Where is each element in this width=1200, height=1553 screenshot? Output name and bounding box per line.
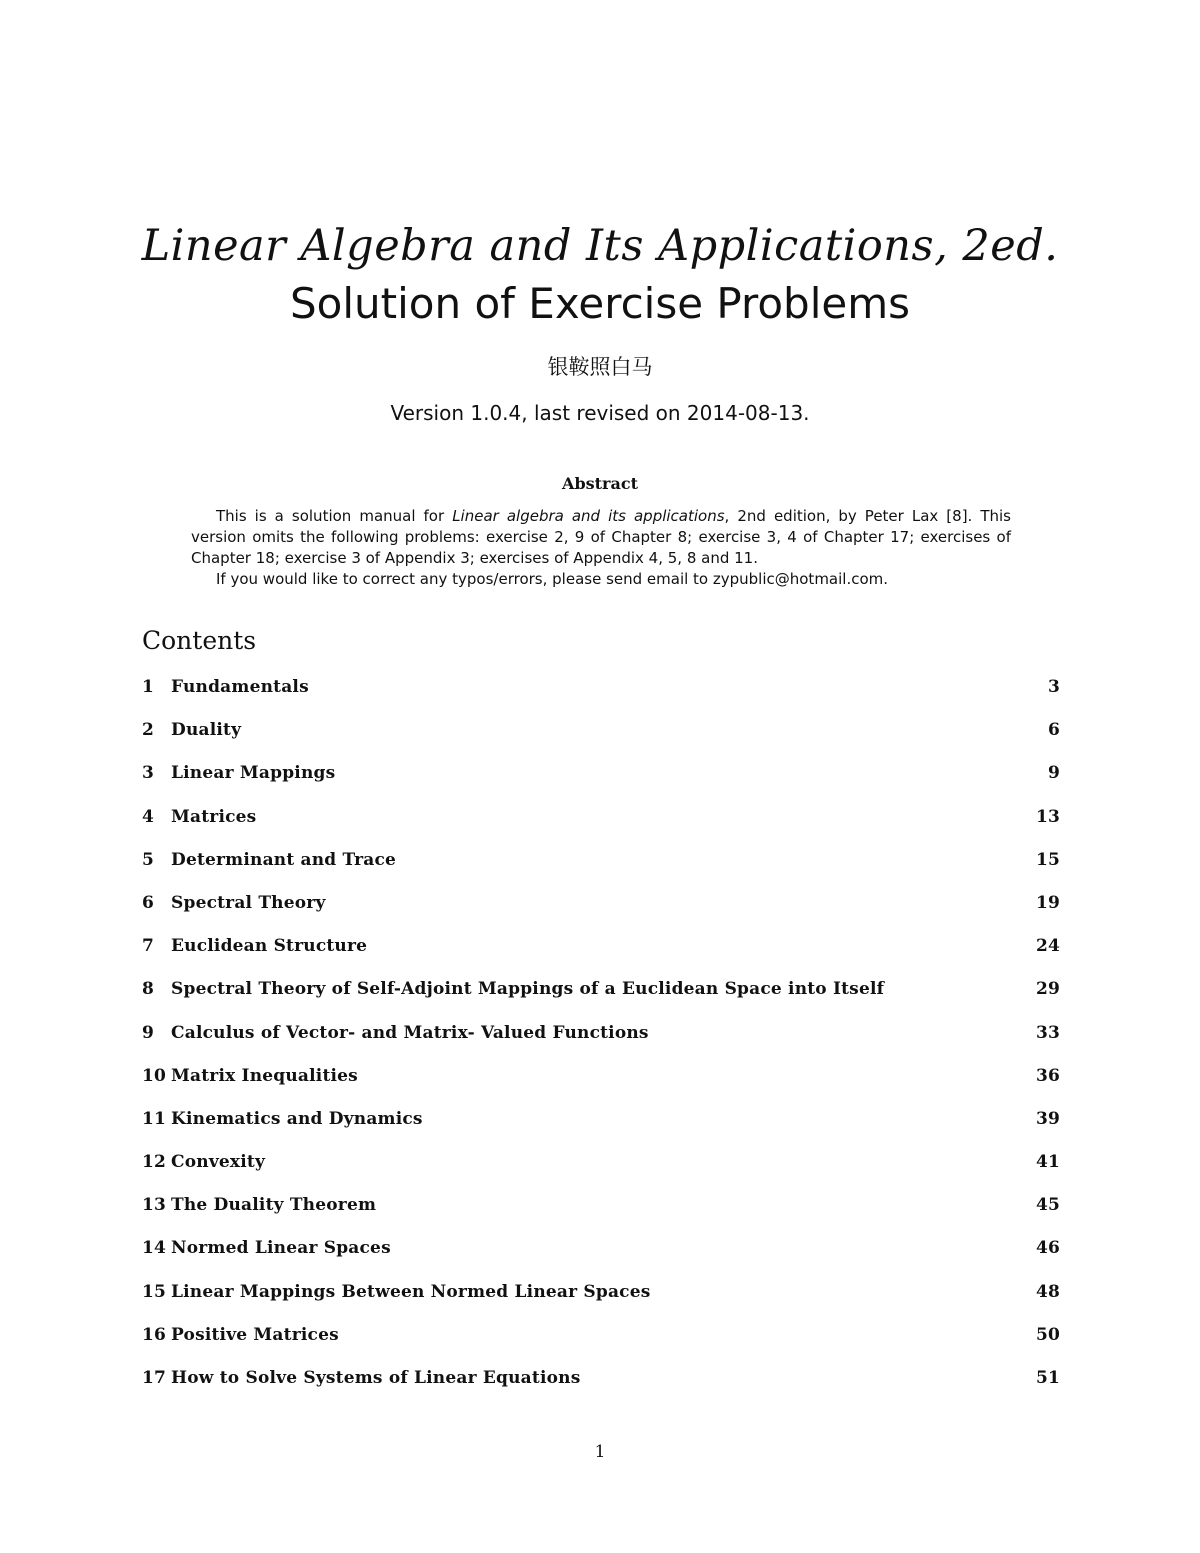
toc-entry-number: 2: [142, 720, 155, 741]
toc-entry[interactable]: [142, 845, 1060, 888]
toc-entry-title: Normed Linear Spaces: [171, 1238, 391, 1259]
abstract-book-title: Linear algebra and its applications: [452, 507, 725, 525]
toc-entry-page: 45: [1035, 1195, 1060, 1216]
toc-entry[interactable]: [142, 931, 1060, 974]
toc-entry-title: Duality: [171, 720, 242, 741]
toc-entry-number: 7: [142, 936, 155, 957]
toc-entry-number: 3: [142, 763, 155, 784]
toc-entry-number: 1: [142, 677, 155, 697]
toc-entry[interactable]: [142, 888, 1060, 931]
toc-entry-title: Fundamentals: [171, 677, 309, 697]
toc-entry[interactable]: [142, 1061, 1060, 1104]
toc-entry-number: 6: [142, 892, 155, 913]
toc-entry-title: Kinematics and Dynamics: [171, 1108, 423, 1129]
toc-entry-number: 16: [142, 1324, 167, 1345]
abstract-paragraph-2: If you would like to correct any typos/errors, please send email to zypublic@hotmail.com.: [216, 570, 889, 588]
toc-entry-page: 46: [1035, 1238, 1060, 1259]
toc-entry-title: Convexity: [171, 1152, 266, 1173]
toc-entry-number: 11: [142, 1108, 167, 1129]
toc-entry[interactable]: [142, 1104, 1060, 1147]
toc-entry[interactable]: [142, 1147, 1060, 1190]
toc-entry[interactable]: [142, 974, 1060, 1017]
toc-entry-title: Spectral Theory: [171, 892, 326, 913]
toc-entry[interactable]: [142, 1363, 1060, 1406]
toc-entry-title: Calculus of Vector- and Matrix- Valued Functions: [171, 1022, 649, 1043]
toc-entry[interactable]: [142, 1233, 1060, 1276]
toc-entry-number: 17: [142, 1368, 167, 1388]
toc-entry[interactable]: [142, 715, 1060, 758]
toc-entry-page: 6: [1047, 720, 1060, 741]
toc-entry[interactable]: [142, 1277, 1060, 1320]
toc-entry-page: 33: [1035, 1022, 1060, 1043]
author-name: 银鞍照白马: [547, 355, 653, 379]
toc-entry-page: 41: [1035, 1152, 1060, 1173]
toc-entry-page: 9: [1047, 763, 1060, 784]
table-of-contents: [142, 672, 1060, 1406]
toc-entry-title: Linear Mappings Between Normed Linear Spaces: [171, 1281, 651, 1302]
toc-entry-title: Determinant and Trace: [171, 849, 397, 870]
document-title: Linear Algebra and Its Applications, 2ed.: [141, 221, 1059, 271]
toc-entry[interactable]: [142, 1018, 1060, 1061]
toc-entry-number: 14: [142, 1238, 167, 1259]
page-number: 1: [594, 1442, 606, 1462]
abstract-paragraph-1: [191, 506, 1011, 569]
toc-entry-title: Linear Mappings: [171, 763, 336, 784]
toc-entry-number: 4: [142, 806, 155, 827]
toc-entry-page: 29: [1035, 979, 1060, 1000]
toc-entry-number: 13: [142, 1195, 167, 1216]
toc-entry-title: The Duality Theorem: [171, 1195, 377, 1216]
abstract-heading: Abstract: [562, 474, 638, 493]
toc-entry-page: 15: [1035, 849, 1060, 870]
toc-entry-title: Matrices: [171, 806, 257, 827]
document-subtitle: Solution of Exercise Problems: [290, 279, 910, 328]
toc-entry-page: 13: [1035, 806, 1060, 827]
toc-entry-number: 8: [142, 979, 155, 1000]
toc-entry[interactable]: [142, 1320, 1060, 1363]
toc-entry[interactable]: [142, 802, 1060, 845]
toc-entry-page: 39: [1035, 1108, 1060, 1129]
toc-entry-page: 19: [1035, 892, 1060, 913]
toc-entry-title: Matrix Inequalities: [171, 1065, 358, 1086]
toc-entry-number: 10: [142, 1065, 167, 1086]
toc-entry[interactable]: [142, 1190, 1060, 1233]
toc-entry-number: 15: [142, 1281, 167, 1302]
toc-entry-page: 24: [1035, 936, 1060, 957]
toc-entry-title: How to Solve Systems of Linear Equations: [171, 1368, 581, 1388]
toc-entry-title: Spectral Theory of Self-Adjoint Mappings of a Euclidean Space into Itself: [171, 979, 885, 1000]
toc-entry-page: 51: [1035, 1368, 1060, 1388]
toc-entry-page: 36: [1035, 1065, 1060, 1086]
toc-entry-page: 3: [1047, 677, 1060, 697]
abstract-text-before: This is a solution manual for: [216, 507, 453, 525]
toc-entry-title: Positive Matrices: [171, 1324, 339, 1345]
contents-heading: Contents: [142, 626, 257, 655]
toc-entry-number: 9: [142, 1022, 155, 1043]
toc-entry-number: 5: [142, 849, 155, 870]
version-line: Version 1.0.4, last revised on 2014-08-13.: [390, 401, 810, 425]
abstract-text-after: , 2nd edition, by Peter Lax [8]. This version omits the following problems: exercise 2, 9 of Chapter 8; exercise 3, 4 of Chapter 17; exercises of Chapter 18; exercise 3 of Appendix 3; exercises of Appendix 4, 5, 8 and 11.: [191, 507, 1011, 567]
toc-entry[interactable]: [142, 672, 1060, 715]
toc-entry[interactable]: [142, 758, 1060, 801]
toc-entry-page: 48: [1035, 1281, 1060, 1302]
toc-entry-page: 50: [1035, 1324, 1060, 1345]
toc-entry-title: Euclidean Structure: [171, 936, 368, 957]
toc-entry-number: 12: [142, 1152, 167, 1173]
abstract-body: [191, 506, 1011, 590]
